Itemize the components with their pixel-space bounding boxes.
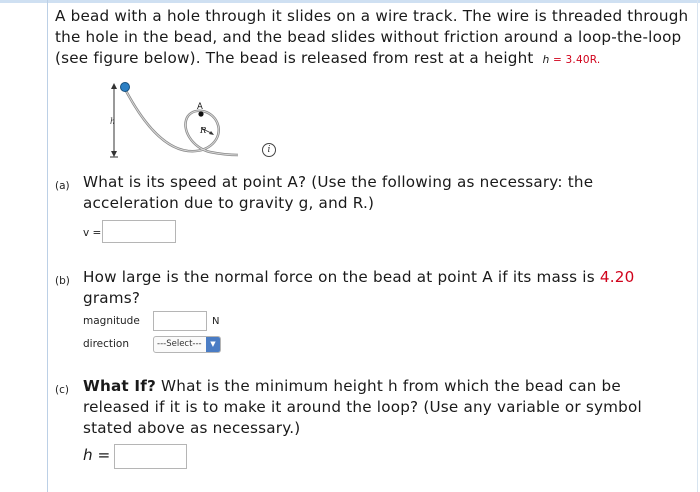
right-border xyxy=(697,0,698,492)
height-equation xyxy=(543,54,601,66)
magnitude-unit: N xyxy=(212,316,220,327)
chevron-down-icon[interactable]: ▼ xyxy=(206,337,220,352)
point-a-label: A xyxy=(197,102,203,112)
speed-input[interactable] xyxy=(102,220,176,243)
what-if-label: What If? xyxy=(83,377,157,395)
part-a-question: What is its speed at point A? (Use the following as necessary: the acceleration due to gravity g, and R.) xyxy=(83,173,594,212)
part-c-question-text: What is the minimum height h from which the bead can be released if it is to make it around the loop? (Use any variable or symbol stated above as necessary.) xyxy=(83,377,642,437)
radius-label: R xyxy=(200,126,207,136)
top-border xyxy=(0,0,700,3)
min-height-var: h xyxy=(83,446,93,464)
direction-label: direction xyxy=(83,338,130,350)
intro-text: A bead with a hole through it slides on a wire track. The wire is threaded through the hole in the bead, and the bead slides without friction around a loop-the-loop (see figure below). The bead is released from rest at a height xyxy=(55,7,689,67)
point-a xyxy=(198,111,203,116)
magnitude-input[interactable] xyxy=(153,311,207,331)
speed-input-label: v = xyxy=(83,227,102,239)
loop-figure xyxy=(100,78,240,164)
min-height-eq: = xyxy=(92,446,111,464)
height-var: h xyxy=(542,54,550,66)
mass-value: 4.20 xyxy=(599,268,635,286)
height-value: = 3.40 xyxy=(549,54,590,66)
info-icon[interactable]: i xyxy=(262,143,276,157)
part-b-question-post: grams? xyxy=(83,289,141,307)
height-label: h xyxy=(110,117,116,126)
part-b-question-pre: How large is the normal force on the bead at point A if its mass is xyxy=(83,268,600,286)
bead xyxy=(121,83,130,92)
wire-track xyxy=(124,87,238,155)
min-height-label xyxy=(83,446,110,464)
height-arrow-bottom xyxy=(111,151,117,157)
radius-arrowhead xyxy=(209,131,214,135)
problem-statement xyxy=(55,6,695,71)
min-height-input[interactable] xyxy=(114,444,187,469)
direction-select-value: ---Select--- xyxy=(157,339,202,349)
part-c-label: (c) xyxy=(55,384,69,396)
wire-track-highlight xyxy=(124,87,238,155)
magnitude-label: magnitude xyxy=(83,315,140,327)
direction-select[interactable] xyxy=(153,336,221,353)
left-border xyxy=(47,0,48,492)
part-c-question xyxy=(83,376,683,439)
height-arrow-top xyxy=(111,83,117,89)
height-unit: R. xyxy=(589,54,601,66)
part-b-question xyxy=(83,267,683,309)
part-a-label: (a) xyxy=(55,180,70,192)
part-b-label: (b) xyxy=(55,275,70,287)
